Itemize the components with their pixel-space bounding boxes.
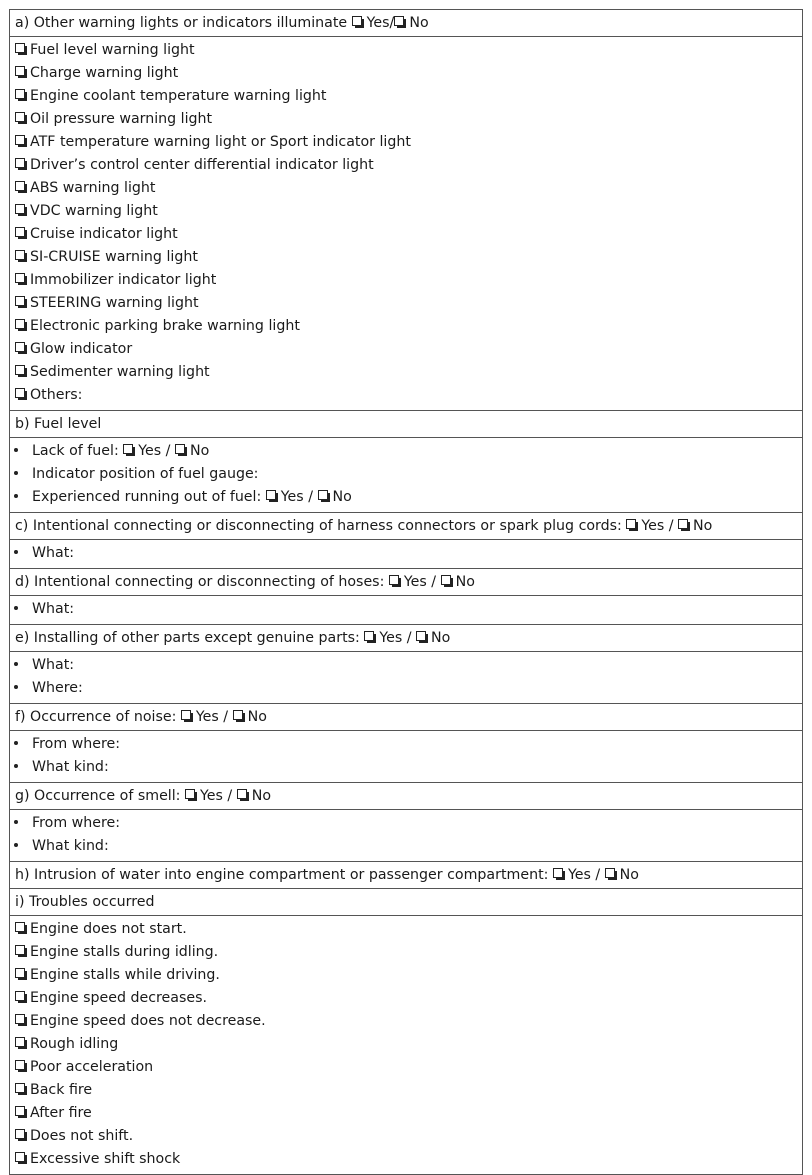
no-checkbox[interactable]	[318, 490, 328, 500]
section-h-header: h) Intrusion of water into engine compartment or passenger compartment: Yes / No	[10, 861, 802, 888]
checkbox[interactable]	[15, 1083, 25, 1093]
bullet-item: From where:	[15, 733, 802, 756]
section-i-title: i) Troubles occurred	[15, 894, 155, 910]
section-e-items	[10, 651, 802, 703]
bullet-icon	[14, 662, 18, 666]
diagnosis-checklist-table	[9, 9, 803, 1175]
section-a-title: a) Other warning lights or indicators illuminate	[15, 15, 348, 31]
checkbox[interactable]	[15, 204, 25, 214]
section-a-items	[10, 36, 802, 410]
list-item: VDC warning light	[15, 200, 802, 223]
no-checkbox[interactable]	[237, 789, 247, 799]
list-item: Engine coolant temperature warning light	[15, 85, 802, 108]
checkbox[interactable]	[15, 89, 25, 99]
bullet-item: What:	[15, 598, 802, 621]
bullet-icon	[14, 741, 18, 745]
yes-checkbox[interactable]	[181, 710, 191, 720]
section-f-title: f) Occurrence of noise:	[15, 709, 177, 725]
no-label: No	[409, 15, 429, 31]
list-item: Fuel level warning light	[15, 39, 802, 62]
list-item: Electronic parking brake warning light	[15, 315, 802, 338]
yes-checkbox[interactable]	[266, 490, 276, 500]
list-item: Engine speed does not decrease.	[15, 1010, 802, 1033]
bullet-item: Where:	[15, 677, 802, 700]
section-i-header	[10, 888, 802, 915]
section-c-items	[10, 539, 802, 568]
section-e-header: e) Installing of other parts except genuine parts: Yes / No	[10, 624, 802, 651]
list-item: Oil pressure warning light	[15, 108, 802, 131]
list-item: Excessive shift shock	[15, 1148, 802, 1171]
section-d-items	[10, 595, 802, 624]
bullet-icon	[14, 494, 18, 498]
checkbox[interactable]	[15, 922, 25, 932]
bullet-item: What:	[15, 542, 802, 565]
list-item: Rough idling	[15, 1033, 802, 1056]
checkbox[interactable]	[15, 227, 25, 237]
yes-checkbox[interactable]	[389, 575, 399, 585]
list-item: STEERING warning light	[15, 292, 802, 315]
bullet-item: What kind:	[15, 756, 802, 779]
bullet-icon	[14, 448, 18, 452]
bullet-item: Experienced running out of fuel: Yes / No	[15, 486, 802, 509]
list-item: Engine speed decreases.	[15, 987, 802, 1010]
checkbox[interactable]	[15, 388, 25, 398]
list-item: Engine stalls during idling.	[15, 941, 802, 964]
list-item: Cruise indicator light	[15, 223, 802, 246]
checkbox[interactable]	[15, 43, 25, 53]
section-h-title: h) Intrusion of water into engine compartment or passenger compartment:	[15, 867, 549, 883]
yes-checkbox[interactable]	[185, 789, 195, 799]
section-c-header: c) Intentional connecting or disconnecting of harness connectors or spark plug cords: Yes / No	[10, 512, 802, 539]
list-item: Does not shift.	[15, 1125, 802, 1148]
section-g-items	[10, 809, 802, 861]
checkbox[interactable]	[15, 181, 25, 191]
list-item: Driver’s control center differential indicator light	[15, 154, 802, 177]
checkbox[interactable]	[15, 1129, 25, 1139]
checkbox[interactable]	[15, 968, 25, 978]
bullet-icon	[14, 685, 18, 689]
no-checkbox[interactable]	[678, 519, 688, 529]
bullet-item: Indicator position of fuel gauge:	[15, 463, 802, 486]
checkbox[interactable]	[15, 365, 25, 375]
checkbox[interactable]	[15, 319, 25, 329]
checkbox[interactable]	[15, 1060, 25, 1070]
section-g-header: g) Occurrence of smell: Yes / No	[10, 782, 802, 809]
bullet-icon	[14, 820, 18, 824]
list-item: Poor acceleration	[15, 1056, 802, 1079]
section-f-header: f) Occurrence of noise: Yes / No	[10, 703, 802, 730]
list-item: After fire	[15, 1102, 802, 1125]
section-f-items	[10, 730, 802, 782]
section-g-title: g) Occurrence of smell:	[15, 788, 181, 804]
no-checkbox[interactable]	[416, 631, 426, 641]
checkbox[interactable]	[15, 112, 25, 122]
bullet-icon	[14, 550, 18, 554]
list-item: Others:	[15, 384, 802, 407]
section-d-header: d) Intentional connecting or disconnecting of hoses: Yes / No	[10, 568, 802, 595]
list-item: Engine does not start.	[15, 918, 802, 941]
list-item: Engine stalls while driving.	[15, 964, 802, 987]
list-item: Glow indicator	[15, 338, 802, 361]
yes-checkbox[interactable]	[626, 519, 636, 529]
checkbox[interactable]	[15, 296, 25, 306]
list-item: ABS warning light	[15, 177, 802, 200]
yes-checkbox[interactable]	[364, 631, 374, 641]
list-item: SI-CRUISE warning light	[15, 246, 802, 269]
checkbox[interactable]	[15, 1014, 25, 1024]
bullet-item: What:	[15, 654, 802, 677]
checkbox[interactable]	[15, 945, 25, 955]
section-a-header	[10, 10, 802, 36]
checkbox[interactable]	[15, 250, 25, 260]
section-b-items	[10, 437, 802, 512]
yes-label: Yes/	[366, 15, 395, 31]
yes-checkbox[interactable]	[553, 868, 563, 878]
section-d-title: d) Intentional connecting or disconnecting of hoses:	[15, 574, 385, 590]
bullet-icon	[14, 764, 18, 768]
bullet-item: Lack of fuel: Yes / No	[15, 440, 802, 463]
bullet-item: From where:	[15, 812, 802, 835]
checkbox[interactable]	[15, 342, 25, 352]
no-checkbox[interactable]	[605, 868, 615, 878]
list-item: Back fire	[15, 1079, 802, 1102]
checkbox[interactable]	[15, 1106, 25, 1116]
checkbox[interactable]	[15, 273, 25, 283]
section-b-title: b) Fuel level	[15, 416, 102, 432]
no-checkbox[interactable]	[441, 575, 451, 585]
yes-checkbox[interactable]	[123, 444, 133, 454]
checkbox[interactable]	[15, 66, 25, 76]
no-checkbox[interactable]	[175, 444, 185, 454]
list-item: Sedimenter warning light	[15, 361, 802, 384]
list-item: ATF temperature warning light or Sport indicator light	[15, 131, 802, 154]
bullet-icon	[14, 606, 18, 610]
section-c-title: c) Intentional connecting or disconnecting of harness connectors or spark plug cords:	[15, 518, 622, 534]
checkbox[interactable]	[15, 991, 25, 1001]
list-item: Charge warning light	[15, 62, 802, 85]
section-b-header	[10, 410, 802, 437]
checkbox[interactable]	[15, 1037, 25, 1047]
yes-checkbox[interactable]	[352, 16, 362, 26]
bullet-icon	[14, 843, 18, 847]
no-checkbox[interactable]	[394, 16, 404, 26]
no-checkbox[interactable]	[233, 710, 243, 720]
section-e-title: e) Installing of other parts except genuine parts:	[15, 630, 360, 646]
section-i-items	[10, 915, 802, 1174]
checkbox[interactable]	[15, 135, 25, 145]
list-item: Immobilizer indicator light	[15, 269, 802, 292]
bullet-item: What kind:	[15, 835, 802, 858]
bullet-icon	[14, 471, 18, 475]
checkbox[interactable]	[15, 158, 25, 168]
